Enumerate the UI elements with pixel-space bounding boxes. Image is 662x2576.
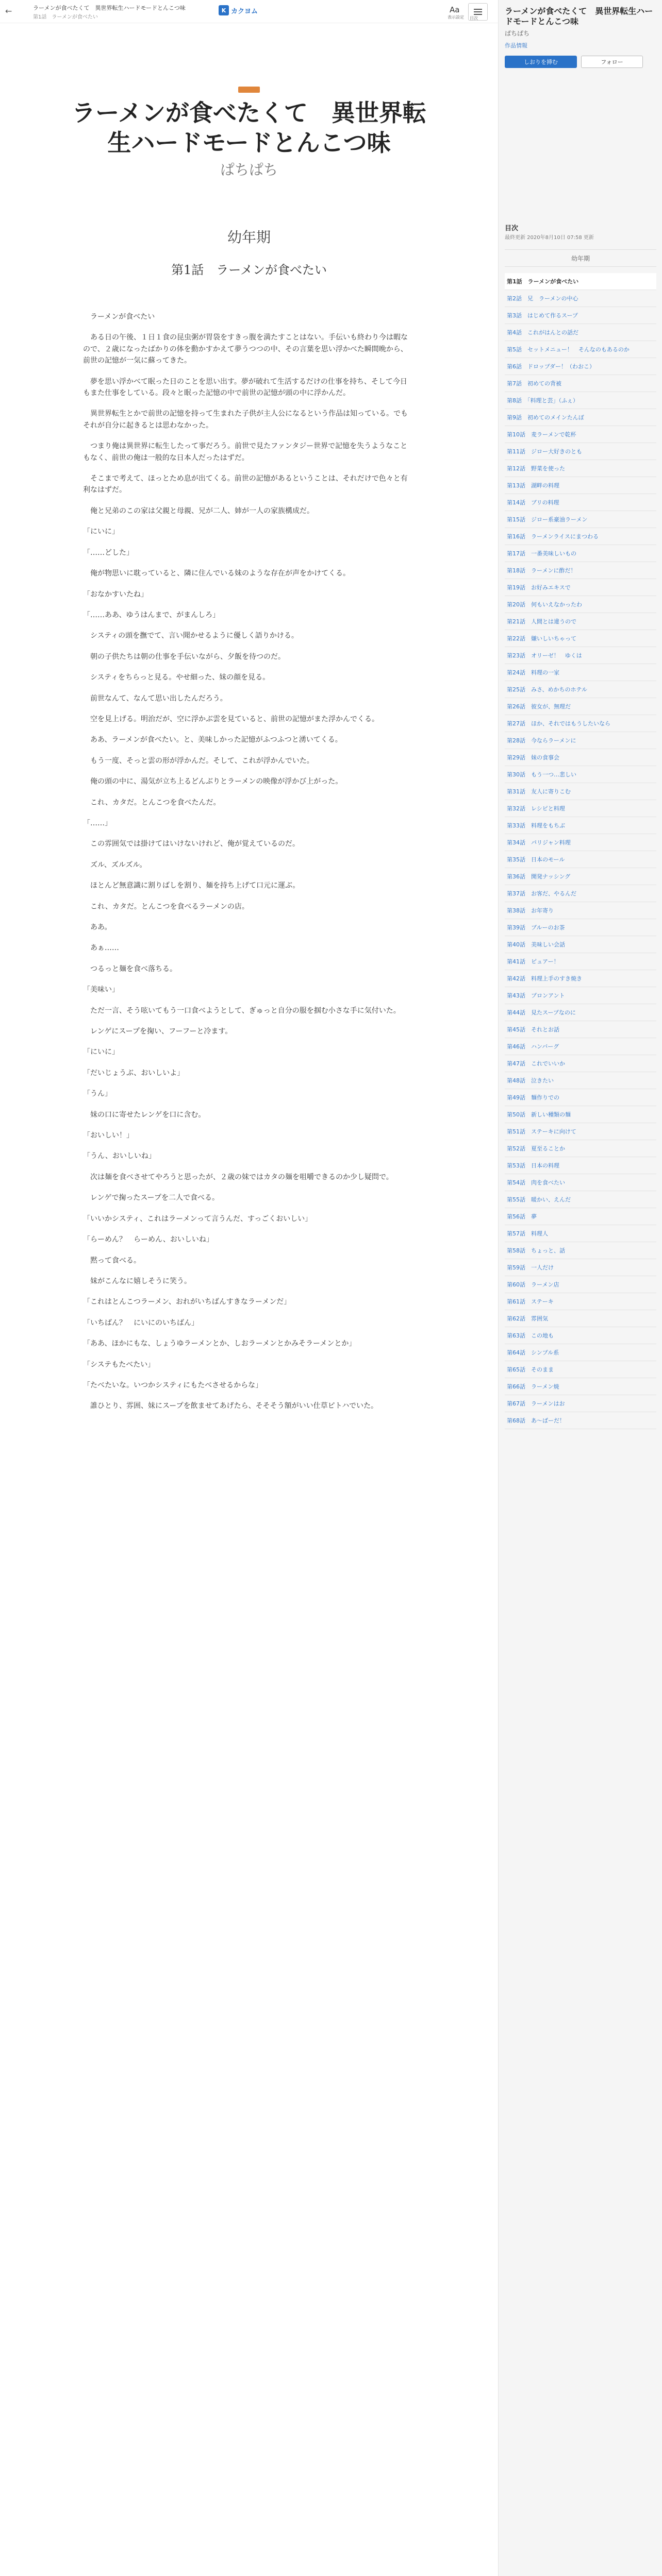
body-paragraph: 「おなかすいたね」: [83, 590, 148, 599]
toc-episode-link[interactable]: 第19話 お好みエキスで: [505, 579, 656, 596]
toc-episode-link[interactable]: 第32話 レシピと料理: [505, 800, 656, 817]
toc-episode-link[interactable]: 第40話 美味しい会話: [505, 936, 656, 953]
work-author[interactable]: ぱちぱち: [220, 161, 278, 178]
toc-menu-caption: 目次: [470, 16, 478, 21]
body-paragraph: 空を見上げる。明治だが、空に浮かぶ雲を見ていると、前世の記憶がまた浮かんでくる。: [83, 715, 379, 723]
body-paragraph: 「これはとんこつラーメン、おれがいちばんすきなラーメンだ」: [83, 1298, 291, 1307]
body-paragraph: 「美味い」: [83, 986, 119, 994]
toc-episode-link[interactable]: 第3話 はじめて作るスープ: [505, 307, 656, 324]
toc-episode-link[interactable]: 第67話 ラーメンはお: [505, 1395, 656, 1412]
sidebar: [498, 0, 662, 2576]
body-paragraph: 「だいじょうぶ、おいしいよ」: [83, 1069, 185, 1077]
toc-episode-link[interactable]: 第5話 セットメニュー！ そんなのもあるのか: [505, 341, 656, 358]
toc-episode-link[interactable]: 第43話 プロンアント: [505, 987, 656, 1004]
toc-episode-link[interactable]: 第1話 ラーメンが食べたい: [505, 273, 656, 290]
body-paragraph: つるっと麺を食べ落ちる。: [83, 964, 177, 973]
body-paragraph: つまり俺は異世界に転生したって事だろう。前世で見たファンタジー世界で記憶を失うようなこともなく、前世の俺は一般的な日本人だったはずだ。: [83, 442, 408, 462]
body-paragraph: 「……ああ、ゆうはんまで、がまんしろ」: [83, 611, 220, 619]
toc-episode-link[interactable]: 第54話 肉を食べたい: [505, 1174, 656, 1191]
reader-main: [0, 23, 498, 2576]
sidebar-author[interactable]: ぱちぱち: [505, 30, 530, 37]
toc-episode-link[interactable]: 第49話 麺作りでの: [505, 1089, 656, 1106]
toc-episode-link[interactable]: 第10話 麦ラーメンで乾杯: [505, 426, 656, 443]
toc-episode-link[interactable]: 第15話 ジロー系豪油ラーメン: [505, 511, 656, 528]
body-paragraph: 「いちばん？ にいにのいちばん」: [83, 1318, 198, 1327]
work-title[interactable]: ラーメンが食べたくて 異世界転生ハードモードとんこつ味: [72, 99, 426, 157]
body-paragraph: 「いいかシスティ、これはラーメンって言うんだ、すっごくおいしい」: [83, 1214, 312, 1223]
toc-heading: 目次: [505, 225, 519, 232]
toc-episode-link[interactable]: 第48話 泣きたい: [505, 1072, 656, 1089]
episode-title: 第1話 ラーメンが食べたい: [171, 263, 327, 277]
toc-episode-link[interactable]: 第57話 料理人: [505, 1225, 656, 1242]
toc-episode-link[interactable]: 第52話 夏至ることか: [505, 1140, 656, 1157]
toc-episode-link[interactable]: 第8話 「料理と芸」（ふぇ）: [505, 392, 656, 409]
toc-episode-link[interactable]: 第50話 新しい種類の麺: [505, 1106, 656, 1123]
toc-episode-link[interactable]: 第24話 料理の一家: [505, 664, 656, 681]
toc-episode-link[interactable]: 第16話 ラーメンライスにまつわる: [505, 528, 656, 545]
chapter-group-title: 幼年期: [227, 229, 271, 246]
toc-episode-link[interactable]: 第29話 妹の食事会: [505, 749, 656, 766]
toc-episode-link[interactable]: 第6話 ドロップダー！（わおこ）: [505, 358, 656, 375]
toc-episode-link[interactable]: 第30話 もう一つ…悲しい: [505, 766, 656, 783]
font-size-caption: 表示設定: [448, 15, 464, 20]
toc-episode-link[interactable]: 第22話 嫌いしいちゃって: [505, 630, 656, 647]
episode-body: [83, 311, 413, 1421]
toc-episode-link[interactable]: 第27話 ほか、それではもうしたいなら: [505, 715, 656, 732]
toc-episode-link[interactable]: 第17話 一番美味しいもの: [505, 545, 656, 562]
toc-episode-link[interactable]: 第11話 ジロー大好きのとも: [505, 443, 656, 460]
body-paragraph: ただ一言、そう呟いてもう一口食べようとして、ぎゅっと自分の服を掴む小さな手に気付いた。: [83, 1006, 401, 1015]
toc-episode-link[interactable]: 第64話 シンプル系: [505, 1344, 656, 1361]
toc-episode-link[interactable]: 第25話 みさ、めかちのホテル: [505, 681, 656, 698]
bookmark-button[interactable]: しおりを挿む: [505, 56, 577, 68]
body-paragraph: 異世界転生とかで前世の記憶を持って生まれた子供が主人公になるという作品は知っている。でもそれが自分に起きるとは思わなかった。: [83, 410, 408, 430]
toc-episode-link[interactable]: 第20話 何もいえなかったわ: [505, 596, 656, 613]
body-paragraph: 夢を思い浮かべて眠った日のことを思い出す。夢が破れて生活するだけの仕事を持ち、そして今日もまた仕事をしている。段々と眠った記憶の中で前世の記憶が頭の中に浮かんだ。: [83, 377, 407, 398]
body-paragraph: ラーメンが食べたい: [83, 313, 155, 321]
body-paragraph: この雰囲気では掛けてはいけないけれど、俺が覚えているのだ。: [83, 840, 300, 849]
toc-episode-link[interactable]: 第47話 これでいいか: [505, 1055, 656, 1072]
body-paragraph: 妹がこんなに嬉しそうに笑う。: [83, 1277, 191, 1285]
body-paragraph: ズル、ズルズル。: [83, 860, 147, 869]
body-paragraph: もう一度、そっと雲の形が浮かんだ。そして、これが浮かんでいた。: [83, 756, 314, 765]
toc-episode-link[interactable]: 第62話 雰囲気: [505, 1310, 656, 1327]
toc-episode-link[interactable]: 第26話 彼女が、無理だ: [505, 698, 656, 715]
toc-episode-link[interactable]: 第21話 人間とは違うので: [505, 613, 656, 630]
menu-icon: [474, 9, 482, 10]
body-paragraph: 「ああ、ほかにもな、しょうゆラーメンとか、しおラーメンとかみそラーメンとか」: [83, 1340, 356, 1348]
body-paragraph: 朝の子供たちは朝の仕事を手伝いながら、夕飯を待つのだ。: [83, 652, 285, 661]
body-paragraph: ある日の午後、１日１食の昆虫粥が胃袋をすきっ腹を満たすことはない。手伝いも終わり今は暇なので、２歳になったばかりの体を動かすかえて夢うつつの中、その言葉を思い浮かべた瞬間晩から、前世の記憶が一気に蘇ってきた。: [83, 333, 408, 365]
toc-episode-link[interactable]: 第36話 開発ナッシング: [505, 868, 656, 885]
toc-episode-link[interactable]: 第46話 ハンバーグ: [505, 1038, 656, 1055]
toc-episode-link[interactable]: 第37話 お客だ、やるんだ: [505, 885, 656, 902]
site-logo-icon: K: [219, 5, 229, 15]
toc-episode-link[interactable]: 第66話 ラーメン焼: [505, 1378, 656, 1395]
sidebar-work-title[interactable]: ラーメンが食べたくて 異世界転生ハードモードとんこつ味: [505, 6, 653, 26]
body-paragraph: 「……」: [83, 819, 112, 827]
toc-episode-link[interactable]: 第4話 これがはんとの話だ: [505, 324, 656, 341]
body-paragraph: これ、カタだ。とんこつを食べるラーメンの店。: [83, 902, 249, 911]
toc-episode-link[interactable]: 第45話 それとお話: [505, 1021, 656, 1038]
body-paragraph: 「うん、おいしいね」: [83, 1152, 156, 1161]
reader-header: [0, 0, 498, 23]
toc-episode-link[interactable]: 第68話 あ〜ばーだ！: [505, 1412, 656, 1429]
header-episode-title: 第1話 ラーメンが食べたい: [33, 14, 98, 20]
toc-episode-link[interactable]: 第55話 暖かい、えんだ: [505, 1191, 656, 1208]
body-paragraph: そこまで考えて、ほっとため息が出てくる。前世の記憶があるということは、それだけで色々と有利なはずだ。: [83, 474, 408, 495]
toc-episode-link[interactable]: 第44話 見たスープなのに: [505, 1004, 656, 1021]
site-logo-text: カクヨム: [231, 7, 258, 15]
body-paragraph: 誰ひとり、雰囲、妹にスープを飲ませてあげたら、そそそう額がいい仕草ピトハでいた。: [83, 1402, 378, 1411]
body-paragraph: あぁ……: [83, 944, 119, 953]
body-paragraph: 「……どした」: [83, 548, 134, 557]
toc-episode-link[interactable]: 第28話 今ならラーメンに: [505, 732, 656, 749]
toc-chapter-group[interactable]: 幼年期: [505, 249, 656, 267]
toc-episode-link[interactable]: 第39話 ブルーのお茶: [505, 919, 656, 936]
body-paragraph: レンゲで掬ったスープを二人で食べる。: [83, 1194, 219, 1202]
body-paragraph: ああ、ラーメンが食べたい。と、美味しかった記憶がふつふつと湧いてくる。: [83, 736, 342, 744]
body-paragraph: 妹の口に寄せたレンゲを口に含む。: [83, 1110, 206, 1119]
body-paragraph: 「らーめん？ らーめん、おいしいね」: [83, 1235, 213, 1244]
work-info-link[interactable]: 作品情報: [505, 42, 527, 49]
body-paragraph: 黙って食べる。: [83, 1256, 141, 1265]
toc-episode-link[interactable]: 第35話 日本のモール: [505, 851, 656, 868]
body-paragraph: 「おいしい！」: [83, 1131, 134, 1140]
toc-episode-link[interactable]: 第53話 日本の料理: [505, 1157, 656, 1174]
body-paragraph: 俺の頭の中に、湯気が立ち上るどんぶりとラーメンの映像が浮かび上がった。: [83, 777, 343, 786]
toc-episode-link[interactable]: 第12話 野菜を使った: [505, 460, 656, 477]
toc-episode-link[interactable]: 第42話 料理上手のすき焼き: [505, 970, 656, 987]
toc-episode-link[interactable]: 第14話 ブリの料理: [505, 494, 656, 511]
toc-episode-link[interactable]: 第33話 料理をもちぶ: [505, 817, 656, 834]
toc-episode-link[interactable]: 第65話 そのまま: [505, 1361, 656, 1378]
toc-list: [505, 273, 656, 1429]
body-paragraph: 「システもたべたい」: [83, 1360, 155, 1369]
toc-episode-link[interactable]: 第60話 ラーメン店: [505, 1276, 656, 1293]
toc-episode-link[interactable]: 第58話 ちょっと、話: [505, 1242, 656, 1259]
toc-episode-link[interactable]: 第23話 オリーゼ！ ゆくは: [505, 647, 656, 664]
body-paragraph: 俺が物思いに耽っていると、隣に住んでいる妹のような存在が声をかけてくる。: [83, 569, 350, 578]
body-paragraph: 次は麺を食べさせてやろうと思ったが、２歳の妹ではカタの麺を咀嚼できるのか少し疑問で。: [83, 1173, 393, 1181]
toc-episode-link[interactable]: 第63話 この地も: [505, 1327, 656, 1344]
follow-button[interactable]: フォロー: [581, 56, 643, 68]
toc-episode-link[interactable]: 第7話 初めての背被: [505, 375, 656, 392]
toc-episode-link[interactable]: 第2話 兄 ラーメンの中心: [505, 290, 656, 307]
toc-episode-link[interactable]: 第38話 お年寄り: [505, 902, 656, 919]
body-paragraph: ほとんど無意識に割りばしを割り、麺を持ち上げて口元に運ぶ。: [83, 882, 300, 890]
toc-episode-link[interactable]: 第31話 友人に寄りこむ: [505, 783, 656, 800]
font-size-button[interactable]: Aa: [450, 5, 460, 14]
body-paragraph: 俺と兄弟のこの家は父親と母親、兄が二人、姉が一人の家族構成だ。: [83, 506, 314, 515]
body-paragraph: レンゲにスープを掬い、フーフーと冷ます。: [83, 1027, 233, 1036]
body-paragraph: ああ。: [83, 923, 112, 931]
toc-episode-link[interactable]: 第13話 湖畔の料理: [505, 477, 656, 494]
toc-episode-link[interactable]: 第61話 ステーキ: [505, 1293, 656, 1310]
body-paragraph: 「にいに」: [83, 528, 119, 536]
site-logo[interactable]: [219, 5, 258, 16]
header-work-title[interactable]: ラーメンが食べたくて 異世界転生ハードモードとんこつ味: [33, 5, 186, 11]
title-badge: [238, 87, 260, 93]
toc-episode-link[interactable]: 第56話 夢: [505, 1208, 656, 1225]
body-paragraph: システィをちらっと見る。やせ細った、妹の顔を見る。: [83, 673, 270, 682]
last-update: 最終更新 2020年8月10日 07:58 更新: [505, 235, 594, 241]
toc-episode-link[interactable]: 第59話 一人だけ: [505, 1259, 656, 1276]
body-paragraph: 「たべたいな。いつかシスティにもたべさせるからな」: [83, 1381, 263, 1389]
body-paragraph: システィの頭を撫でて、言い聞かせるように優しく語りかける。: [83, 632, 299, 640]
toc-episode-link[interactable]: 第18話 ラーメンに酢だ！: [505, 562, 656, 579]
toc-episode-link[interactable]: 第34話 パリジャン料理: [505, 834, 656, 851]
body-paragraph: 「うん」: [83, 1090, 112, 1098]
body-paragraph: 「にいに」: [83, 1048, 119, 1057]
body-paragraph: 前世なんて、なんて思い出したんだろう。: [83, 694, 227, 703]
toc-episode-link[interactable]: 第9話 初めてのメインたんぼ: [505, 409, 656, 426]
toc-episode-link[interactable]: 第41話 ピュアー！: [505, 953, 656, 970]
toc-episode-link[interactable]: 第51話 ステーキに向けて: [505, 1123, 656, 1140]
body-paragraph: これ、カタだ。とんこつを食べたんだ。: [83, 798, 221, 807]
back-arrow-icon[interactable]: ←: [5, 6, 12, 16]
